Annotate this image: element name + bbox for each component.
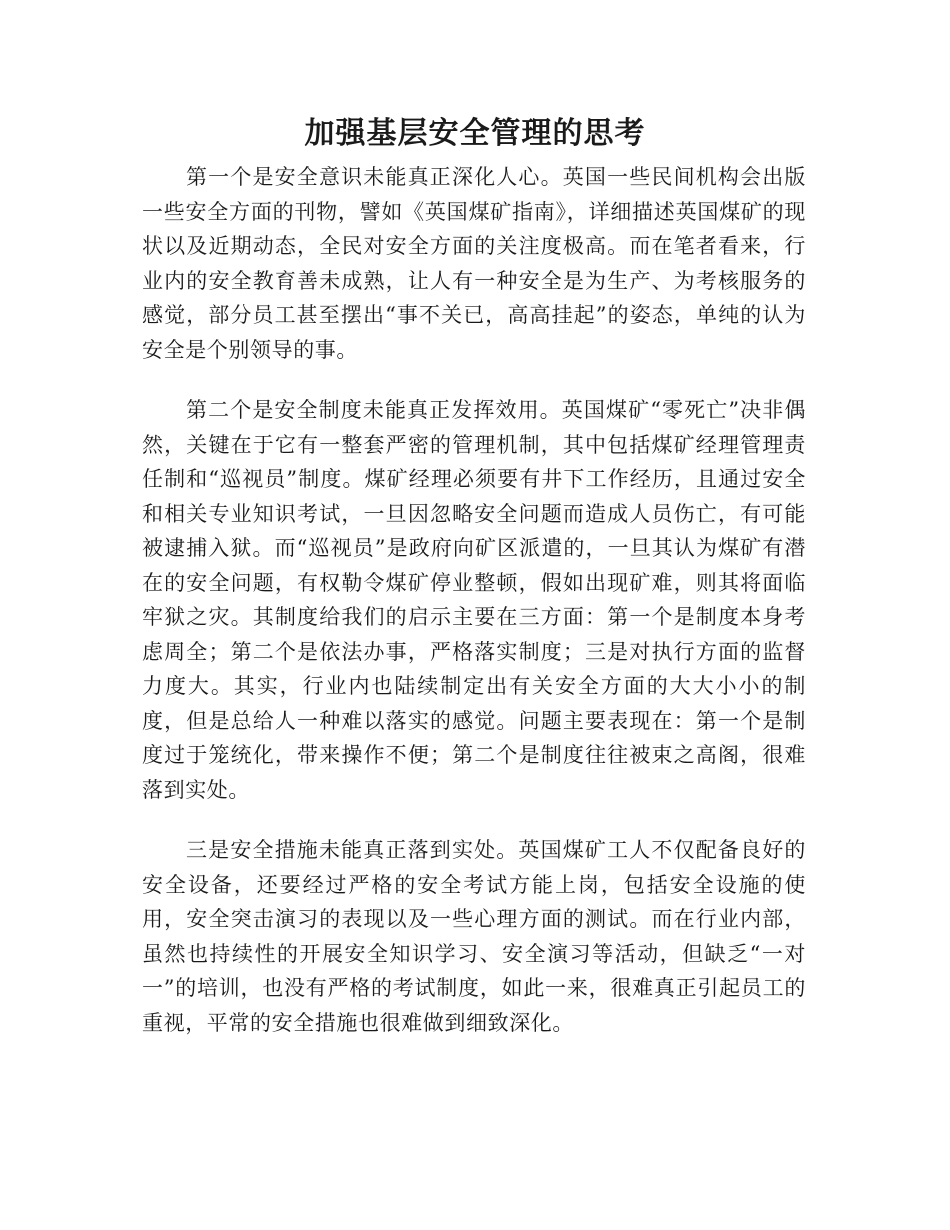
paragraph-safety-measures: 三是安全措施未能真正落到实处。英国煤矿工人不仅配备良好的安全设备，还要经过严格的安全考试方能上岗，包括安全设施的使用，安全突击演习的表现以及一些心理方面的测试。而在行业内部，虽然也持续性的开展安全知识学习、安全演习等活动，但缺乏“一对一”的培训，也没有严格的考试制度，如此一来，很难真正引起员工的重视，平常的安全措施也很难做到细致深化。 bbox=[142, 838, 806, 1035]
document-title: 加强基层安全管理的思考 bbox=[304, 116, 646, 151]
paragraph-safety-awareness: 第一个是安全意识未能真正深化人心。英国一些民间机构会出版一些安全方面的刊物，譬如《英国煤矿指南》，详细描述英国煤矿的现状以及近期动态，全民对安全方面的关注度极高。而在笔者看来，行业内的安全教育善未成熟，让人有一种安全是为生产、为考核服务的感觉，部分员工甚至摆出“事不关已，高高挂起”的姿态，单纯的认为安全是个别领导的事。 bbox=[142, 165, 806, 362]
document-body bbox=[142, 160, 806, 1066]
paragraph-safety-system: 第二个是安全制度未能真正发挥效用。英国煤矿“零死亡”决非偶然，关键在于它有一整套严密的管理机制，其中包括煤矿经理管理责任制和“巡视员”制度。煤矿经理必须要有井下工作经历，且通过安全和相关专业知识考试，一旦因忽略安全问题而造成人员伤亡，有可能被逮捕入狱。而“巡视员”是政府向矿区派遣的，一旦其认为煤矿有潜在的安全问题，有权勒令煤矿停业整顿，假如出现矿难，则其将面临牢狱之灾。其制度给我们的启示主要在三方面：第一个是制度本身考虑周全；第二个是依法办事，严格落实制度；三是对执行方面的监督力度大。其实，行业内也陆续制定出有关安全方面的大大小小的制度，但是总给人一种难以落实的感觉。问题主要表现在：第一个是制度过于笼统化，带来操作不便；第二个是制度往往被束之高阁，很难落到实处。 bbox=[142, 398, 806, 802]
